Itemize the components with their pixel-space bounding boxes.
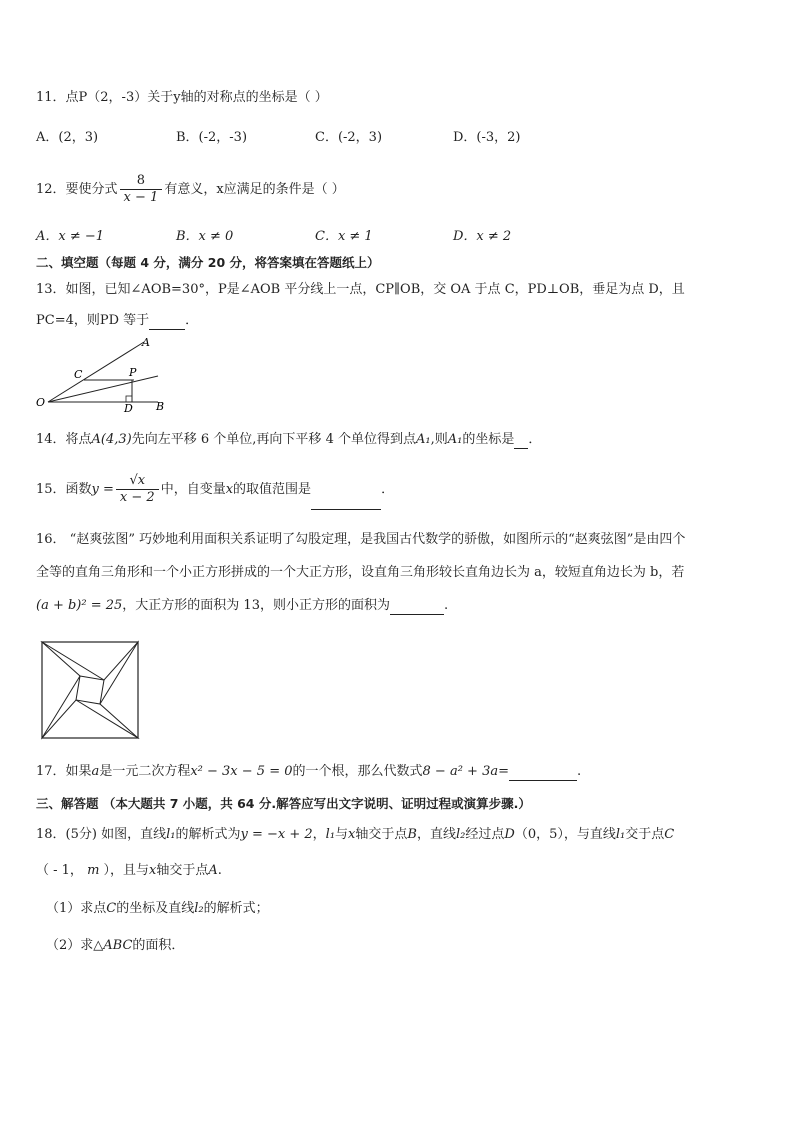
q12-frac-den: x − 1 [123,190,159,205]
q18-sub1-a: （1）求点 [46,901,107,916]
q18-x-axis-ref: x [149,863,157,878]
q12-option-d: D．x ≠ 2 [453,229,512,244]
q17-text4: = [498,764,509,779]
q18-line-l1-ref: l₁ [325,827,336,842]
q18-l1-b: 的解析式为 [175,827,241,842]
q17-expr: 8 − a² + 3a [422,764,499,779]
q15-suffix-b: 的取值范围是 [233,482,312,497]
q14-end: ． [528,432,542,447]
q15-prefix: 15．函数 [36,482,92,497]
q17-end: . [577,764,582,779]
q18-sub1-point-c: C [106,901,117,916]
q17-text3: 的一个根，那么代数式 [292,764,423,779]
q12-option-b: B．x ≠ 0 [176,229,234,244]
q11-option-c: C．(-2，3) [315,130,383,145]
q18-sub2 [46,937,184,955]
q14-answer-blank [514,434,528,449]
triangle-top [42,642,138,680]
q16-line3 [36,597,448,615]
q18-l1-c: ， [312,827,326,842]
triangle-left [42,642,80,738]
q18-l1-d: 与 [335,827,349,842]
q14-text1: 14．将点 [36,432,92,447]
inner-square [76,676,104,704]
q18-sub1-c: 的解析式； [203,901,269,916]
q18-point-b: B [407,827,417,842]
q15-stem [36,470,394,510]
q14-text2: 先向左平移 6 个单位,再向下平移 4 个单位得到点 [131,432,416,447]
q15-suffix-a: 中，自变量 [160,482,226,497]
label-c: C [74,368,83,381]
q14-text4: 的坐标是 [462,432,515,447]
q13-end: ． [185,313,199,328]
q14-text3: ,则 [430,432,448,447]
q12-fraction [120,173,163,206]
q18-line-l1: l₁ [166,827,176,842]
q18-sub1-line-l2: l₂ [194,901,204,916]
label-o: O [36,396,46,409]
q16-line1: 16． “赵爽弦图” 巧妙地利用面积关系证明了勾股定理，是我国古代数学的骄傲，如图所示的“赵爽弦图”是由四个 [36,532,686,547]
q17-text2: 是一元二次方程 [99,764,191,779]
q18-m: m [87,863,100,878]
q18-l1-h: （0，5），与直线 [514,827,616,842]
q15-frac-den: x − 2 [119,490,155,505]
q12-suffix: 有意义，x应满足的条件是（ ） [164,182,345,197]
q12-stem [36,170,345,210]
q18-line1 [36,826,674,844]
section3-title: 三、解答题 （本大题共 7 小题，共 64 分.解答应写出文字说明、证明过程或演算步骤.） [36,796,531,811]
label-d: D [124,402,133,415]
q13-line2 [36,312,198,330]
q18-line-l2: l₂ [455,827,466,842]
q14-point-a1: A₁ [415,432,431,447]
q18-sub1 [46,900,269,918]
q15-frac-num: √x [116,473,159,490]
q15-fraction [116,473,159,506]
q18-l1-f: ，直线 [416,827,456,842]
q13-line2-text: PC=4，则PD 等于 [36,313,150,328]
label-b: B [156,400,165,413]
q18-x-axis: x [348,827,356,842]
label-p: P [129,366,137,379]
q18-line2-d: . [217,863,222,878]
q12-prefix: 12．要使分式 [36,182,118,197]
q16-zhao-shuang-figure [40,640,142,742]
q11-option-d: D．(-3，2) [453,130,521,145]
triangle-bottom [42,700,138,738]
q15-var: x [225,482,234,497]
q16-expr: (a + b)² = 25 [36,598,123,613]
q18-triangle-abc: ABC [103,938,133,953]
q14-stem [36,431,541,449]
q18-point-c: C [664,827,675,842]
q14-point-a1-ref: A₁ [447,432,463,447]
q13-line1: 13．如图，已知∠AOB=30°，P是∠AOB 平分线上一点，CP∥OB，交 OA 于点 C，PD⊥OB，垂足为点 D，且 [36,282,685,297]
q18-sub2-a: （2）求△ [46,938,104,953]
q18-l1-g: 经过点 [465,827,505,842]
q18-l1-a: 18．(5分) 如图，直线 [36,827,167,842]
q18-sub1-b: 的坐标及直线 [116,901,195,916]
q16-end: . [443,598,449,613]
q11-stem: 11．点P（2，-3）关于y轴的对称点的坐标是（ ） [36,90,328,105]
q18-l1-i: 交于点 [625,827,665,842]
q18-line2-c: 轴交于点 [156,863,209,878]
q11-option-b: B．(-2，-3) [176,130,248,145]
q17-equation: x² − 3x − 5 = 0 [190,764,293,779]
triangle-right [100,642,138,738]
q18-line2-b: ），且与 [99,863,150,878]
q14-point-a: A(4,3) [91,432,132,447]
q16-line3-text: ，大正方形的面积为 13，则小正方形的面积为 [122,598,390,613]
q15-end: ． [381,482,395,497]
q17-text1: 17．如果 [36,764,92,779]
label-a: A [142,336,150,349]
section2-title: 二、填空题（每题 4 分，满分 20 分，将答案填在答题纸上） [36,255,380,270]
q12-frac-num: 8 [120,173,163,190]
q18-line2 [36,862,222,880]
q18-sub2-b: 的面积． [132,938,185,953]
q16-line2: 全等的直角三角形和一个小正方形拼成的一个大正方形，设直角三角形较长直角边长为 a，较短直角边长为 b，若 [36,565,685,580]
q18-line-l1-ref2: l₁ [615,827,626,842]
q17-stem [36,763,581,781]
q18-point-a: A [208,863,218,878]
outer-square [42,642,138,738]
q18-equation: y = −x + 2 [240,827,313,842]
q17-answer-blank [509,766,577,781]
q13-figure [34,334,174,416]
q17-var-a: a [91,764,100,779]
q12-option-c: C．x ≠ 1 [315,229,373,244]
q15-answer-blank [311,495,381,510]
q13-answer-blank [149,315,185,330]
q11-option-a: A．(2，3) [36,130,99,145]
q16-answer-blank [390,600,444,615]
q15-y-eq: y = [91,482,114,497]
q18-point-d: D [504,827,515,842]
q18-l1-e: 轴交于点 [355,827,408,842]
q18-line2-a: （ - 1， [36,863,88,878]
q12-option-a: A．x ≠ −1 [36,229,105,244]
